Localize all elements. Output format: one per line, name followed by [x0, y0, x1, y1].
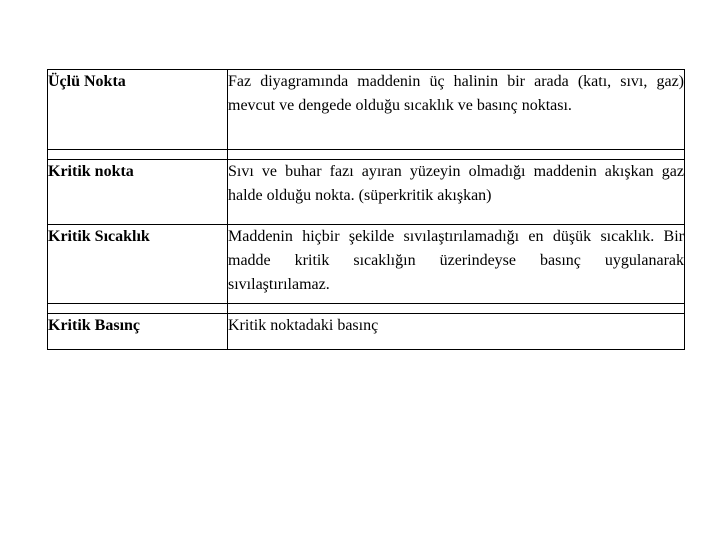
table-separator-row [48, 150, 685, 160]
term-cell: Kritik nokta [48, 160, 228, 225]
definition-cell: Kritik noktadaki basınç [228, 314, 685, 350]
definition-cell: Maddenin hiçbir şekilde sıvılaştırılamadığı en düşük sıcaklık. Bir madde kritik sıcaklığın üzerindeyse basınç uygulanarak sıvılaştırılamaz. [228, 225, 685, 304]
table-separator-row [48, 304, 685, 314]
term-cell: Üçlü Nokta [48, 70, 228, 150]
definitions-table [47, 69, 685, 350]
term-cell: Kritik Sıcaklık [48, 225, 228, 304]
table-row [48, 225, 685, 304]
term-cell: Kritik Basınç [48, 314, 228, 350]
table-row [48, 160, 685, 225]
table-row [48, 314, 685, 350]
definition-cell: Faz diyagramında maddenin üç halinin bir arada (katı, sıvı, gaz) mevcut ve dengede olduğu sıcaklık ve basınç noktası. [228, 70, 685, 150]
definition-cell: Sıvı ve buhar fazı ayıran yüzeyin olmadığı maddenin akışkan gaz halde olduğu nokta. (süperkritik akışkan) [228, 160, 685, 225]
table-row [48, 70, 685, 150]
